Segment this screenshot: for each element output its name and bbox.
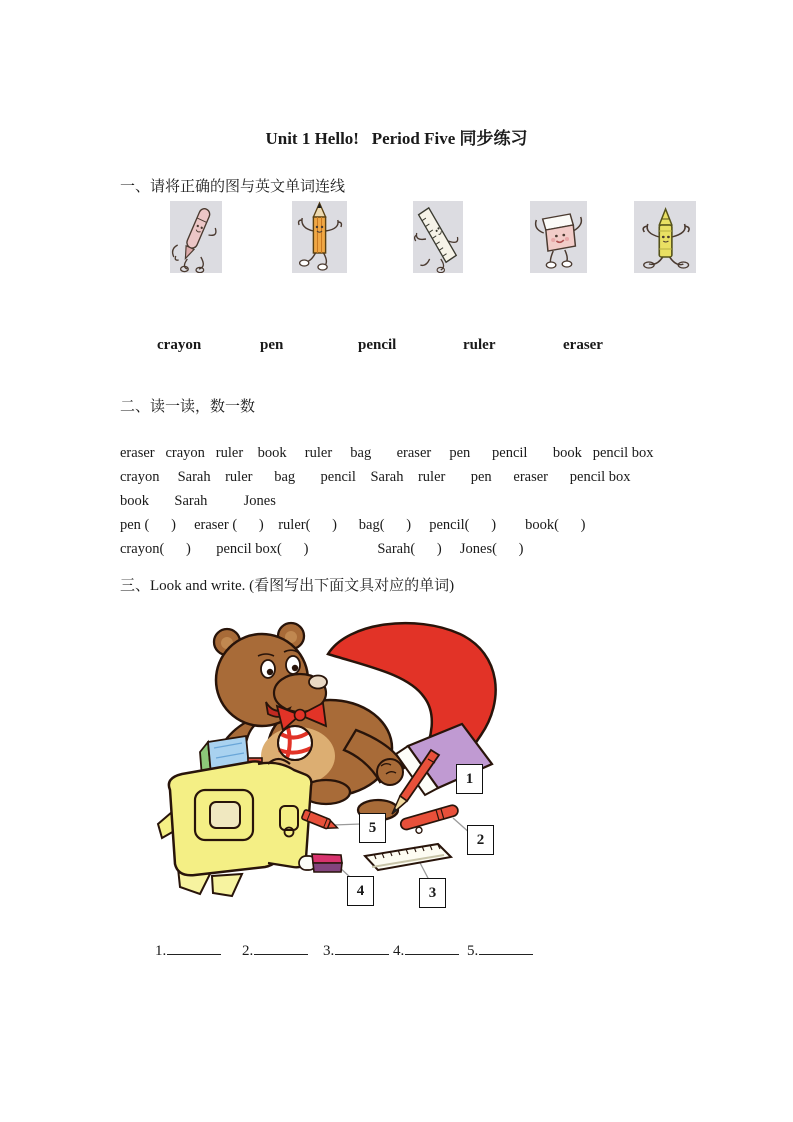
section3-heading: 三、Look and write. (看图写出下面文具对应的单词) <box>120 578 455 594</box>
labeled-ruler-icon <box>365 844 451 870</box>
word-eraser: eraser <box>563 337 603 353</box>
answer-blank-3 <box>335 941 389 955</box>
crayon-icon <box>634 201 696 273</box>
word-crayon: crayon <box>157 337 202 353</box>
label-box-5: 5 <box>359 813 386 843</box>
page-title: Unit 1 Hello! Period Five 同步练习 <box>265 129 528 148</box>
answer-1: 1. <box>155 941 221 960</box>
backpack-icon <box>158 759 311 896</box>
label-box-3: 3 <box>419 878 446 908</box>
eraser-icon <box>530 201 587 273</box>
count-row-1: pen ( ) eraser ( ) ruler( ) bag( ) pencil( ) book( ) <box>120 517 586 533</box>
answer-4: 4. <box>393 941 459 960</box>
answer-2: 2. <box>242 941 308 960</box>
word-row-2: crayon Sarah ruler bag pencil Sarah ruler pen eraser pencil box <box>120 469 631 485</box>
answer-blank-5 <box>479 941 533 955</box>
pencil-picture <box>292 201 347 273</box>
emblem-icon <box>278 726 312 760</box>
pen-icon <box>170 201 222 273</box>
pen-picture <box>170 201 222 273</box>
answer-3: 3. <box>323 941 389 960</box>
crayon-picture <box>634 201 696 273</box>
label-box-2: 2 <box>467 825 494 855</box>
bear-illustration <box>150 612 510 920</box>
word-pencil: pencil <box>358 337 397 353</box>
answer-5: 5. <box>467 941 533 960</box>
word-pen: pen <box>260 337 284 353</box>
word-ruler: ruler <box>463 337 496 353</box>
section1-heading: 一、请将正确的图与英文单词连线 <box>120 179 346 195</box>
answer-blank-1 <box>167 941 221 955</box>
ruler-icon <box>413 201 463 273</box>
answer-blank-4 <box>405 941 459 955</box>
labeled-eraser-icon <box>299 854 342 872</box>
label-box-1: 1 <box>456 764 483 794</box>
eraser-picture <box>530 201 587 273</box>
word-row-3: book Sarah Jones <box>120 493 276 509</box>
word-row-1: eraser crayon ruler book ruler bag eraser pen pencil book pencil box <box>120 445 654 461</box>
answer-row <box>0 941 793 965</box>
labeled-pen-icon <box>399 804 461 838</box>
ruler-picture <box>413 201 463 273</box>
count-row-2: crayon( ) pencil box( ) Sarah( ) Jones( ) <box>120 541 524 557</box>
pencil-icon <box>292 201 347 273</box>
section2-heading: 二、读一读，数一数 <box>120 399 256 415</box>
label-box-4: 4 <box>347 876 374 906</box>
answer-blank-2 <box>254 941 308 955</box>
